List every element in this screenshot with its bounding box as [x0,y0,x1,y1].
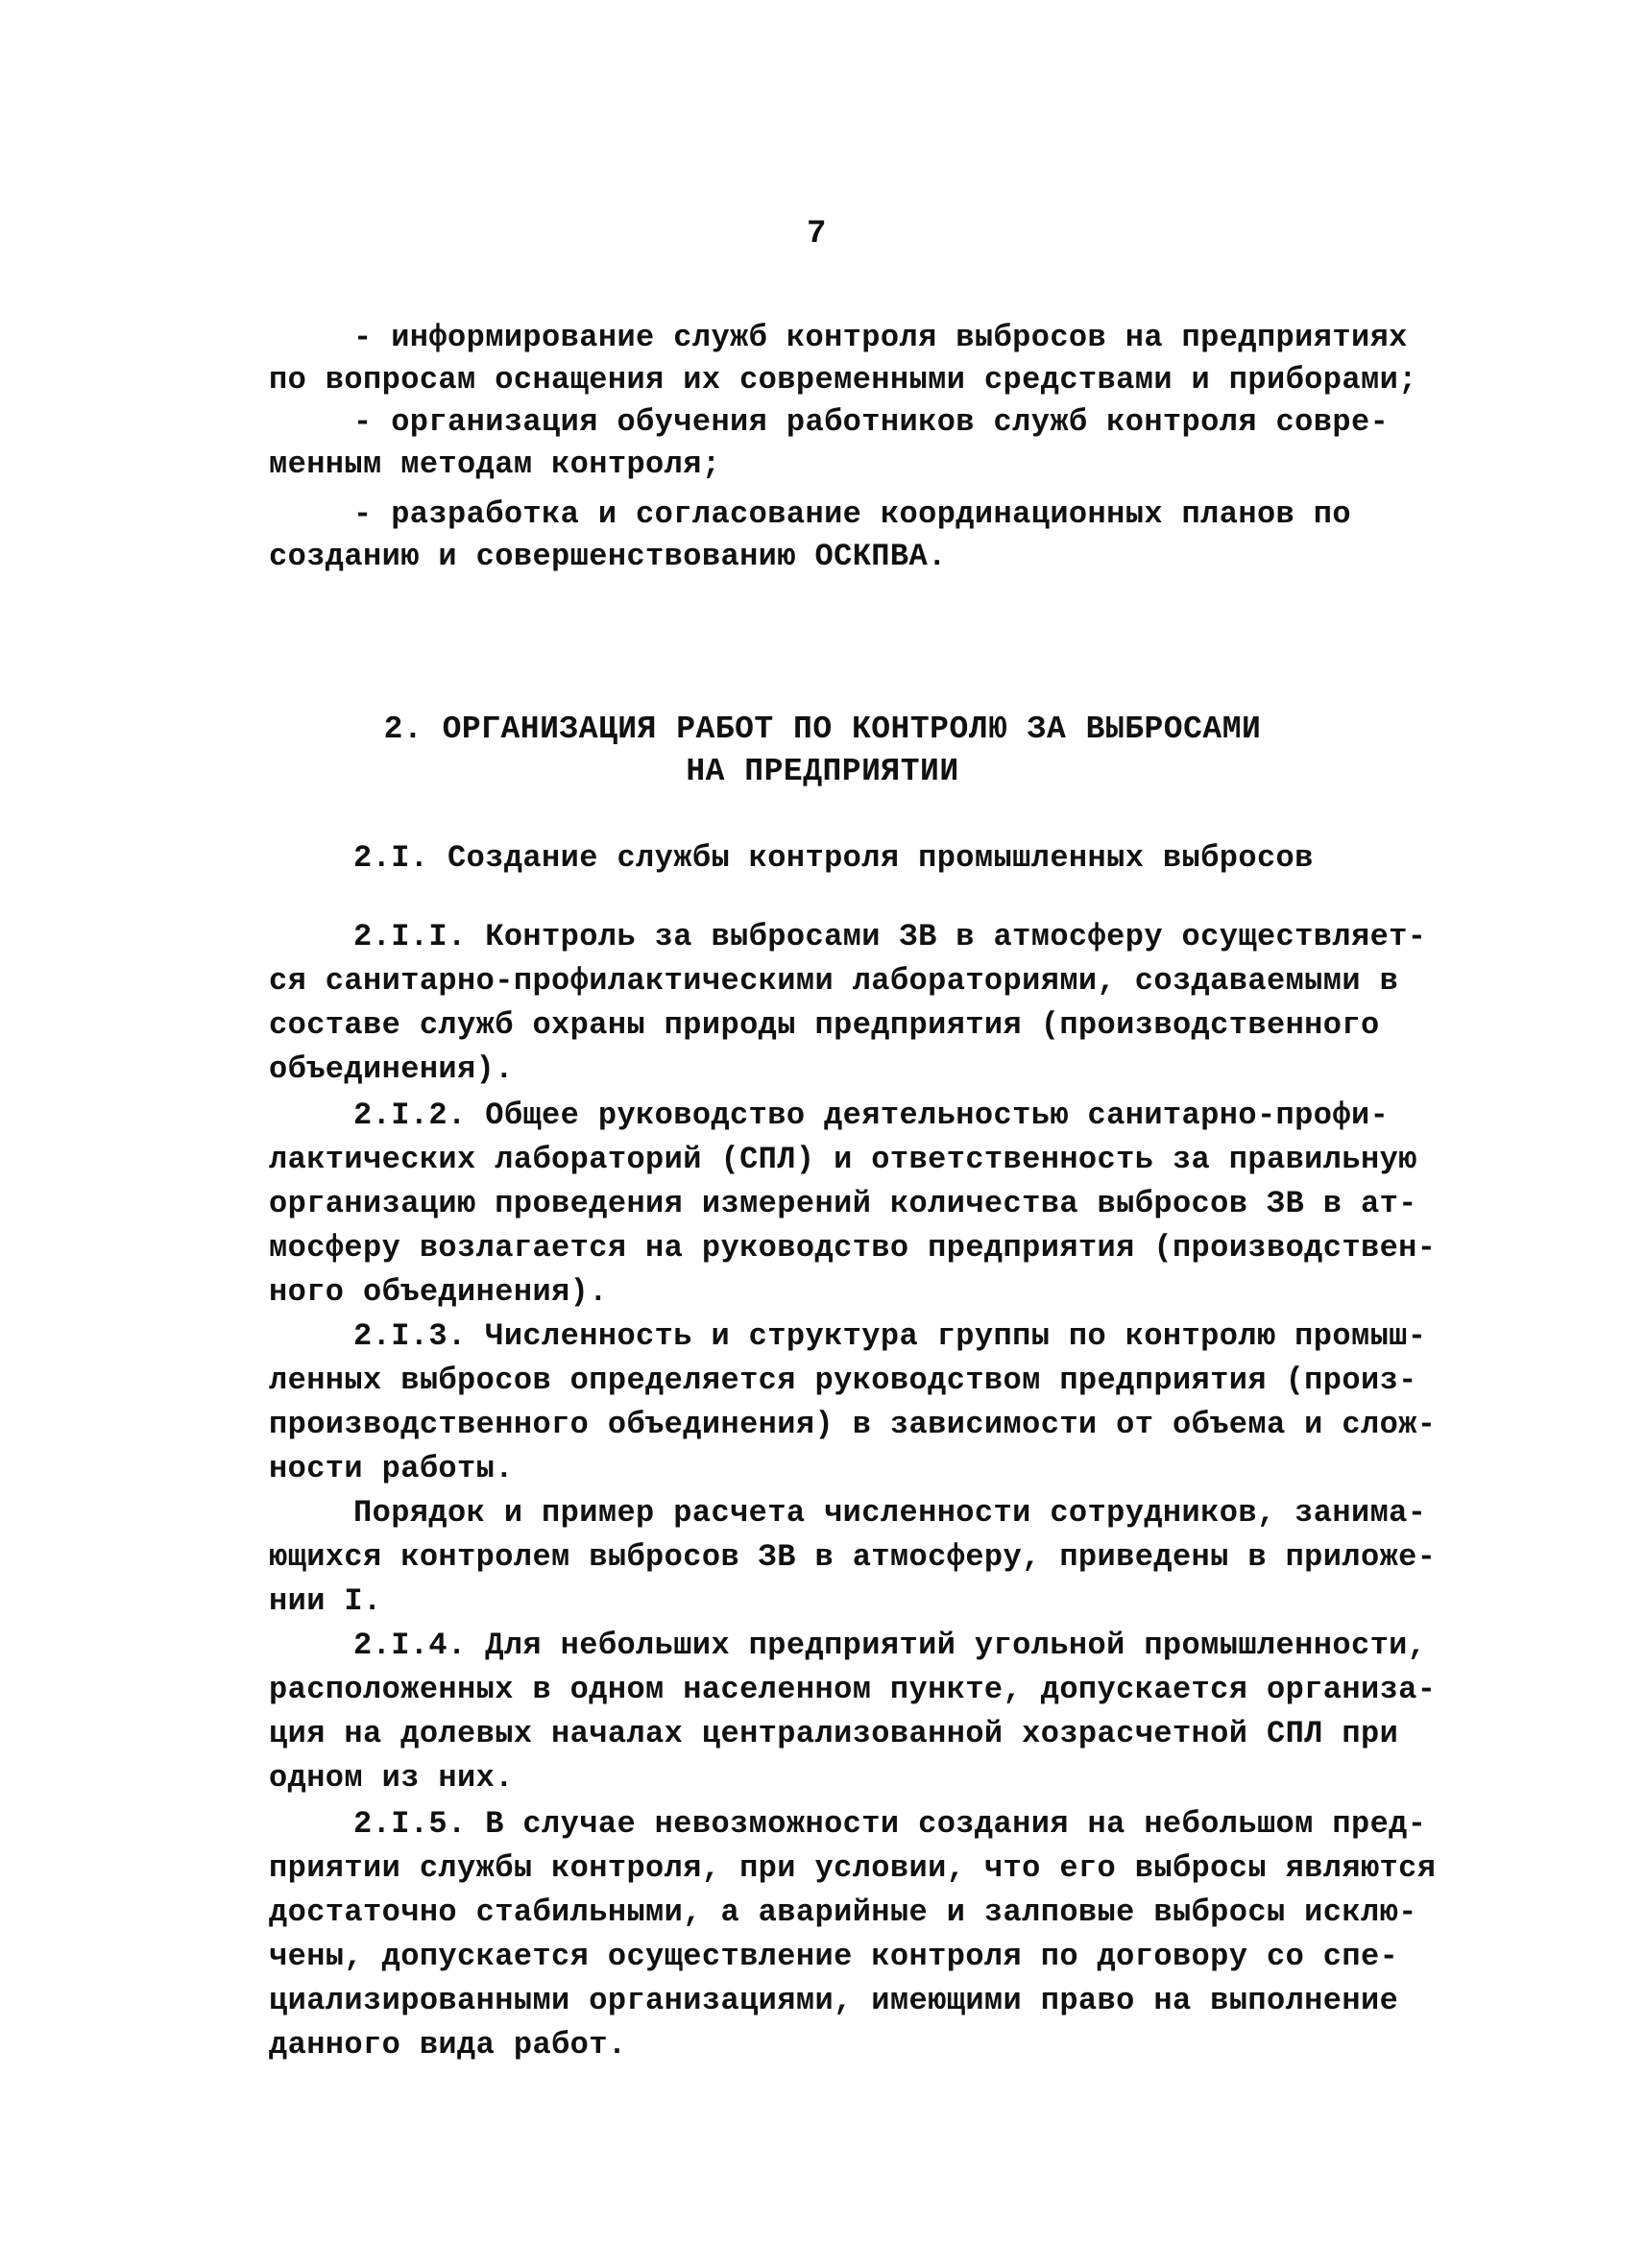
paragraph-line: ющихся контролем выбросов ЗВ в атмосферу, приведены в приложе- [269,1539,1437,1575]
paragraph-line: объединения). [269,1051,514,1087]
paragraph-line: нии I. [269,1583,382,1619]
paragraph-line: расположенных в одном населенном пункте, допускается организа- [269,1672,1437,1707]
intro-line: менным методам контроля; [269,446,721,482]
paragraph-line: ся санитарно-профилактическими лабораториями, создаваемыми в [269,963,1399,999]
section-title-line: НА ПРЕДПРИЯТИИ [686,754,959,789]
paragraph-line: организацию проведения измерений количества выбросов ЗВ в ат- [269,1186,1417,1221]
intro-line: по вопросам оснащения их современными средствами и приборами; [269,362,1417,398]
paragraph-line: 2.I.I. Контроль за выбросами ЗВ в атмосферу осуществляет- [353,919,1427,954]
paragraph-line: ция на долевых началах централизованной хозрасчетной СПЛ при [269,1716,1399,1751]
intro-line: - разработка и согласование координационных планов по [353,496,1351,532]
paragraph-line: 2.I.4. Для небольших предприятий угольной промышленности, [353,1628,1427,1663]
subsection-title: 2.I. Создание службы контроля промышленных выбросов [353,840,1314,876]
paragraph-line: циализированными организациями, имеющими право на выполнение [269,1983,1399,2018]
intro-line: - информирование служб контроля выбросов на предприятиях [353,320,1408,355]
paragraph-line: ного объединения). [269,1274,608,1310]
paragraph-line: достаточно стабильными, а аварийные и залповые выбросы исклю- [269,1894,1417,1930]
paragraph-line: Порядок и пример расчета численности сотрудников, занима- [353,1495,1427,1531]
paragraph-line: ности работы. [269,1451,514,1486]
paragraph-line: мосферу возлагается на руководство предприятия (производствен- [269,1230,1437,1266]
paragraph-line: производственного объединения) в зависимости от объема и слож- [269,1407,1437,1442]
paragraph-line: лактических лабораторий (СПЛ) и ответственность за правильную [269,1142,1417,1177]
paragraph-line: составе служб охраны природы предприятия (производственного [269,1007,1380,1043]
intro-line: созданию и совершенствованию ОСКПВА. [269,539,947,574]
page-number: 7 [807,216,827,253]
paragraph-line: 2.I.2. Общее руководство деятельностью санитарно-профи- [353,1098,1390,1133]
paragraph-line: данного вида работ. [269,2027,627,2063]
paragraph-line: приятии службы контроля, при условии, что его выбросы являются [269,1850,1437,1886]
section-title-line: 2. ОРГАНИЗАЦИЯ РАБОТ ПО КОНТРОЛЮ ЗА ВЫБРОСАМИ [383,712,1262,747]
intro-line: - организация обучения работников служб контроля совре- [353,404,1390,440]
paragraph-line: 2.I.5. В случае невозможности создания на небольшом пред- [353,1806,1427,1842]
paragraph-line: чены, допускается осуществление контроля по договору со спе- [269,1939,1399,1974]
paragraph-line: ленных выбросов определяется руководством предприятия (произ- [269,1363,1417,1398]
paragraph-line: 2.I.3. Численность и структура группы по контролю промыш- [353,1318,1427,1354]
paragraph-line: одном из них. [269,1760,514,1796]
